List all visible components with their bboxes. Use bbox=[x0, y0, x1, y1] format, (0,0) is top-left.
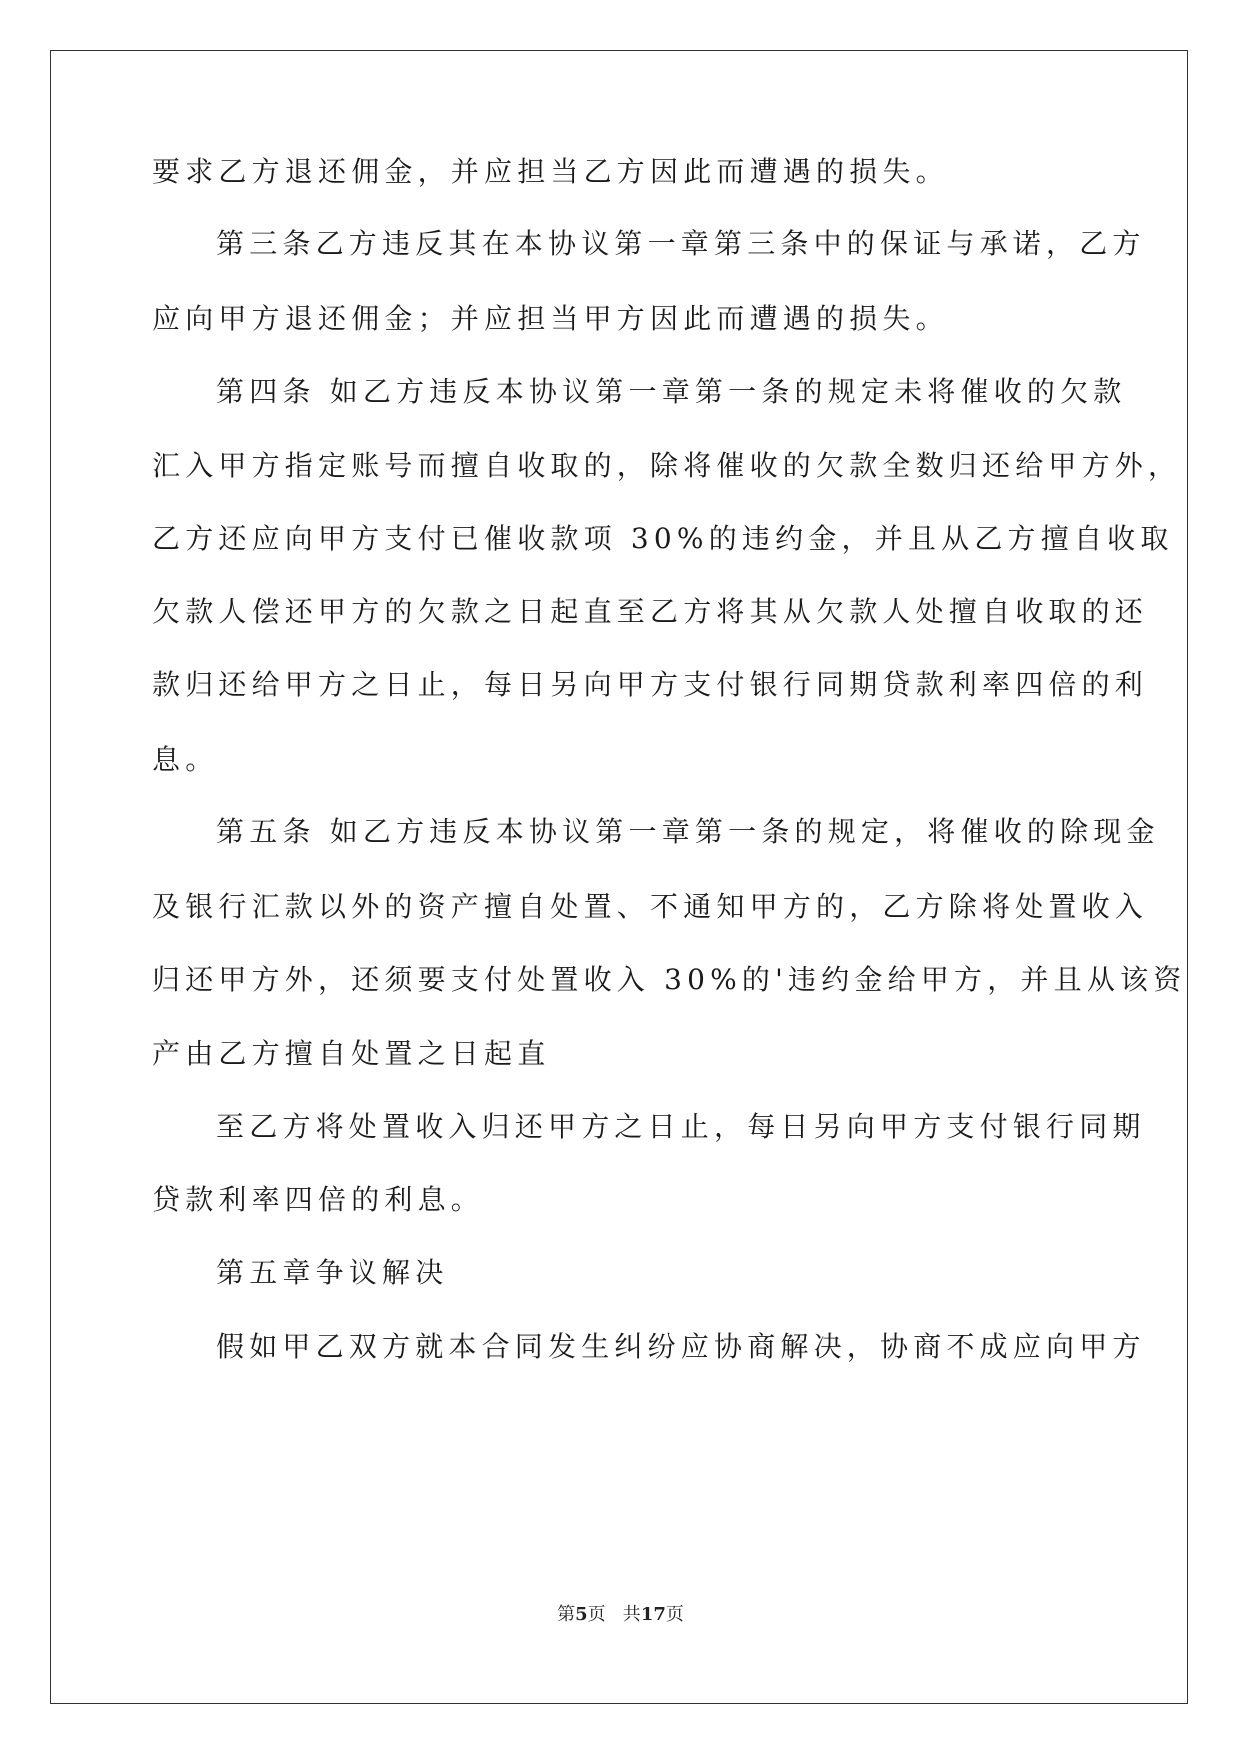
page-border bbox=[50, 50, 1188, 1704]
footer-prefix: 第 bbox=[557, 1604, 576, 1625]
section-heading: 第五章争议解决 bbox=[216, 1256, 449, 1289]
footer-mid: 页 共 bbox=[587, 1604, 641, 1625]
total-pages-number: 17 bbox=[640, 1604, 666, 1625]
text-line: 乙方还应向甲方支付已催收款项 30%的违约金，并且从乙方擅自收取 bbox=[152, 522, 1174, 555]
text-line: 汇入甲方指定账号而擅自收取的，除将催收的欠款全数归还给甲方外， bbox=[152, 449, 1182, 482]
footer-suffix: 页 bbox=[665, 1604, 684, 1625]
text-line: 要求乙方退还佣金，并应担当乙方因此而遭遇的损失。 bbox=[152, 155, 949, 188]
text-line: 息。 bbox=[152, 743, 219, 776]
text-line: 产由乙方擅自处置之日起直 bbox=[152, 1037, 551, 1070]
text-line: 第四条 如乙方违反本协议第一章第一条的规定未将催收的欠款 bbox=[216, 375, 1127, 408]
text-line: 第三条乙方违反其在本协议第一章第三条中的保证与承诺，乙方 bbox=[216, 227, 1146, 260]
text-line: 假如甲乙双方就本合同发生纠纷应协商解决，协商不成应向甲方 bbox=[216, 1330, 1146, 1363]
text-line: 款归还给甲方之日止，每日另向甲方支付银行同期贷款利率四倍的利 bbox=[152, 668, 1149, 701]
text-line: 至乙方将处置收入归还甲方之日止，每日另向甲方支付银行同期 bbox=[216, 1110, 1146, 1143]
page-footer bbox=[0, 1600, 1241, 1626]
text-line: 及银行汇款以外的资产擅自处置、不通知甲方的，乙方除将处置收入 bbox=[152, 890, 1149, 923]
text-line: 欠款人偿还甲方的欠款之日起直至乙方将其从欠款人处擅自收取的还 bbox=[152, 595, 1149, 628]
text-line: 贷款利率四倍的利息。 bbox=[152, 1183, 485, 1216]
text-line: 第五条 如乙方违反本协议第一章第一条的规定，将催收的除现金 bbox=[216, 815, 1160, 848]
text-line: 应向甲方退还佣金；并应担当甲方因此而遭遇的损失。 bbox=[152, 302, 949, 335]
text-line: 归还甲方外，还须要支付处置收入 30%的'违约金给甲方，并且从该资 bbox=[152, 963, 1187, 996]
current-page-number: 5 bbox=[575, 1604, 588, 1625]
